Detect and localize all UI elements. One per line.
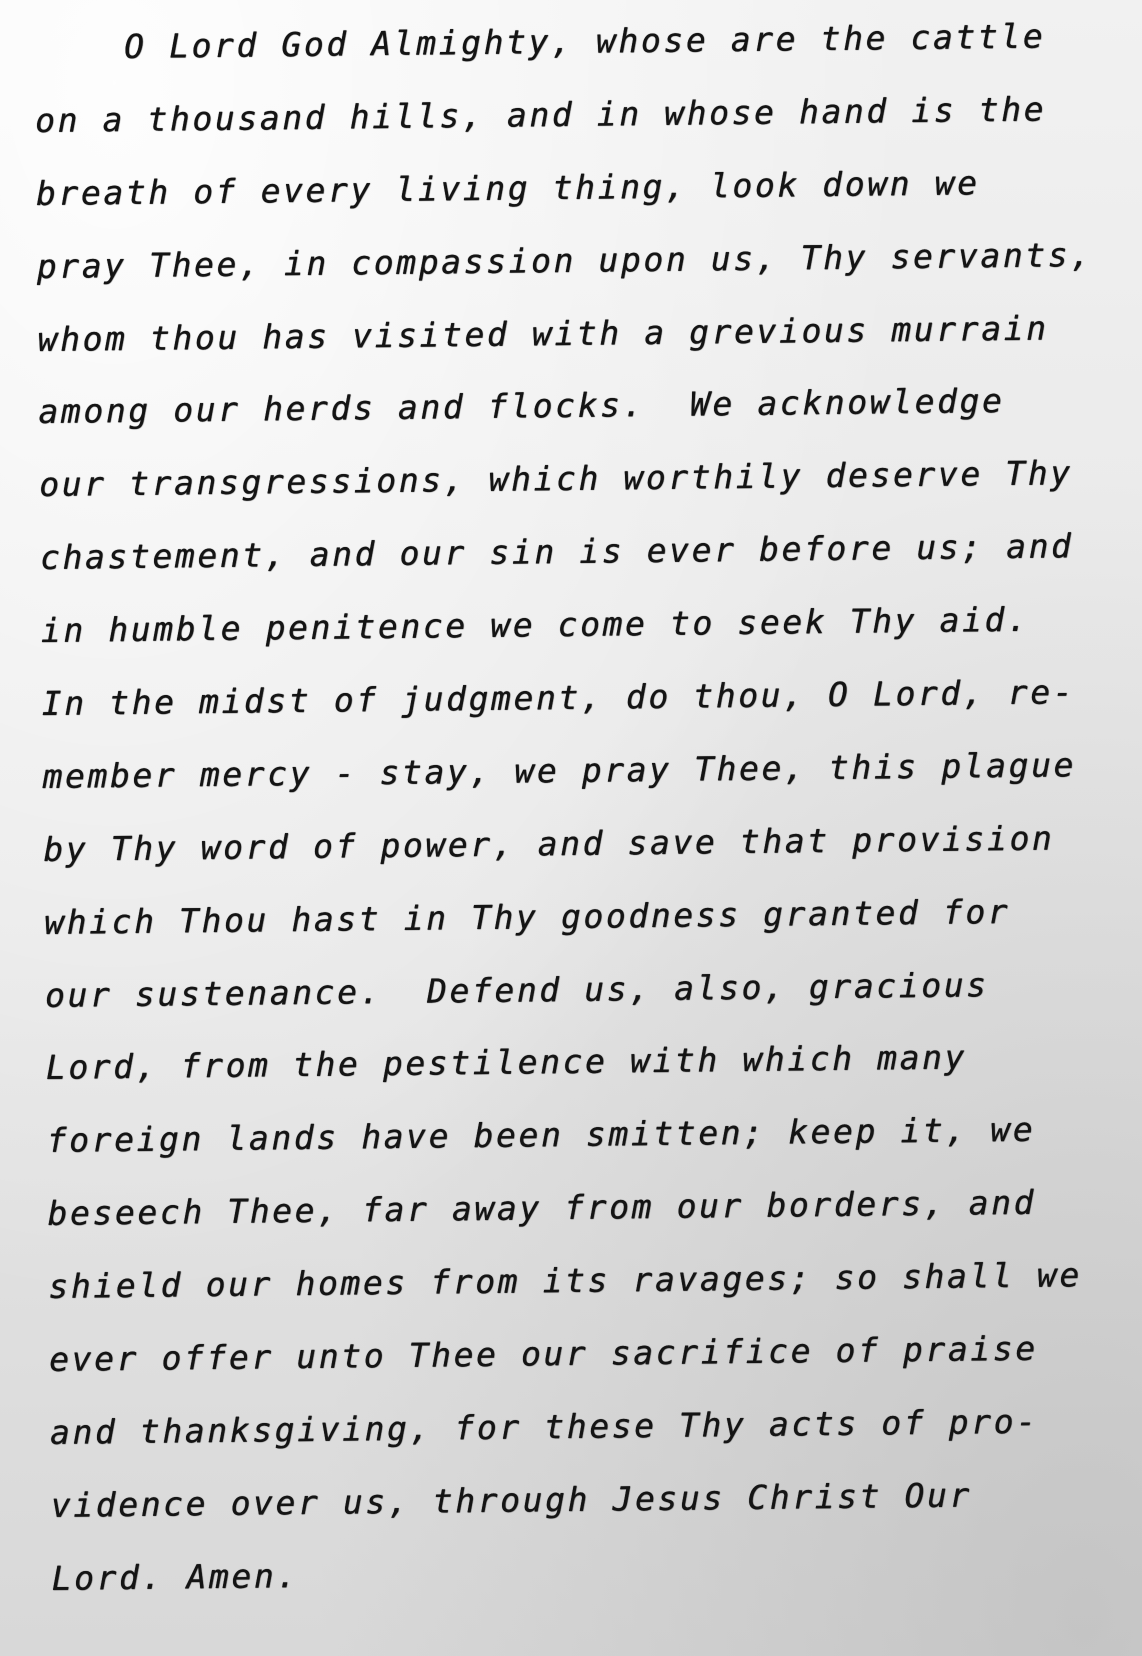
text-line: vidence over us, through Jesus Christ Our bbox=[50, 1475, 973, 1525]
text-line: pray Thee, in compassion upon us, Thy servants, bbox=[36, 234, 1093, 286]
text-line: chastement, and our sin is ever before us; and bbox=[39, 526, 1074, 578]
text-line: and thanksgiving, for these Thy acts of pro- bbox=[49, 1401, 1039, 1452]
text-line: Lord, from the pestilence with which many bbox=[45, 1037, 968, 1088]
text-line: foreign lands have been smitten; keep it, we bbox=[46, 1110, 1036, 1161]
text-line: Lord. Amen. bbox=[51, 1555, 300, 1598]
text-line: which Thou hast in Thy goodness granted for bbox=[43, 891, 1011, 942]
text-line: In the midst of judgment, do thou, O Lord, re- bbox=[41, 672, 1076, 723]
text-line: ever offer unto Thee our sacrifice of praise bbox=[48, 1328, 1038, 1379]
text-line: on a thousand hills, and in whose hand is the bbox=[34, 89, 1047, 140]
text-line: in humble penitence we come to seek Thy aid. bbox=[40, 599, 1030, 651]
prayer-text bbox=[34, 10, 1142, 1626]
text-line: breath of every living thing, look down we bbox=[35, 163, 980, 213]
text-line: beseech Thee, far away from our borders, and bbox=[47, 1182, 1037, 1234]
text-line: our sustenance. Defend us, also, gracious bbox=[44, 964, 989, 1015]
text-line: shield our homes from its ravages; so shall we bbox=[48, 1255, 1083, 1307]
text-line: member mercy - stay, we pray Thee, this plague bbox=[42, 745, 1077, 796]
text-line: O Lord God Almighty, whose are the cattle bbox=[34, 16, 1046, 67]
text-line: our transgressions, which worthily deserve Thy bbox=[39, 453, 1073, 505]
text-line: among our herds and flocks. We acknowledge bbox=[38, 381, 1005, 432]
text-line: by Thy word of power, and save that provision bbox=[43, 818, 1055, 869]
text-line: whom thou has visited with a grevious murrain bbox=[37, 308, 1049, 359]
